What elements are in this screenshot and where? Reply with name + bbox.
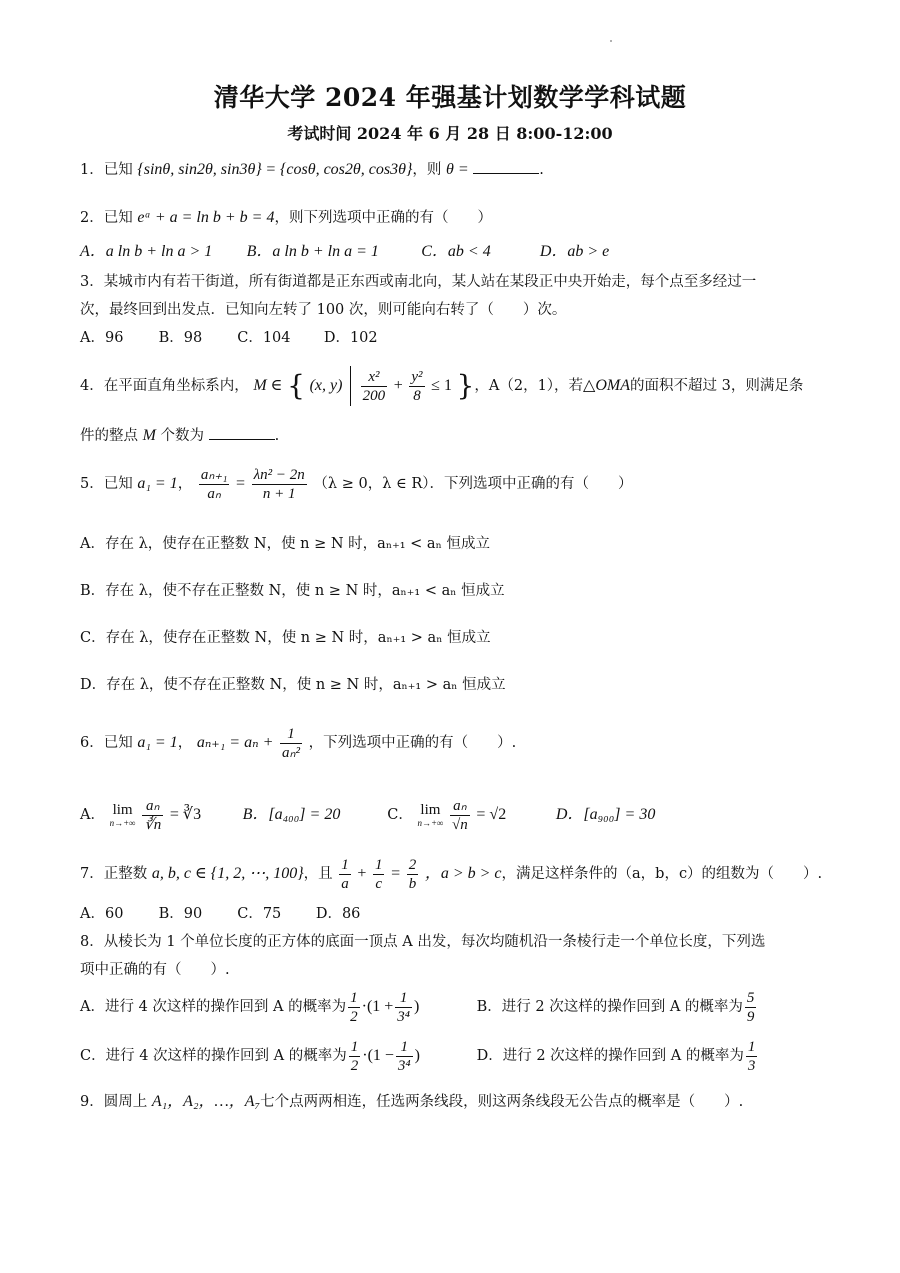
question-5: 5．已知 a₁ = 1， $\frac{\text{aₙ₊₁}}{\text{aₙ}}$ = $\frac{\text{λn² − 2n}}{n + 1}$ （λ ≥ 0，λ ∈ R）．下列选项中正确的有（ ）	[80, 466, 633, 502]
question-7-options	[80, 902, 360, 926]
question-5-option-c: C．存在 λ，使存在正整数 N，使 n ≥ N 时，aₙ₊₁ > aₙ 恒成立	[80, 630, 491, 646]
scan-speck	[610, 40, 612, 42]
option-d: D．[a₉₀₀] = 30	[555, 806, 656, 823]
fraction: $\frac{\text{aₙ₊₁}}{\text{aₙ}}$	[200, 466, 228, 502]
exam-title: 清华大学 2024 年强基计划数学学科试题	[213, 83, 687, 112]
brace-right: }	[456, 369, 475, 402]
option-b: B．[a₄₀₀] = 20	[242, 806, 341, 823]
question-2-options	[80, 240, 609, 264]
question-5-option-d: D．存在 λ，使不存在正整数 N，使 n ≥ N 时，aₙ₊₁ > aₙ 恒成立	[80, 677, 506, 693]
option-a: A．a ln b + ln a > 1	[80, 243, 213, 260]
option-c: C．104	[237, 330, 291, 346]
question-2: 2．已知 eᵃ + a = ln b + b = 4，则下列选项中正确的有（ ）	[80, 209, 492, 226]
question-8-line-1: 8．从棱长为 1 个单位长度的正方体的底面一顶点 A 出发，每次均随机沿一条棱行走一个单位长度，下列选	[80, 934, 766, 950]
brace-left: {	[287, 369, 305, 402]
option-b: B．进行 2 次这样的操作回到 A 的概率为 $\frac{5}{9}$	[476, 989, 755, 1025]
question-8-line-2: 项中正确的有（ ）.	[80, 962, 230, 978]
fraction: $\frac{\text{λn² − 2n}}{n + 1}$	[253, 466, 305, 502]
question-6-options	[80, 792, 655, 838]
exam-time: 考试时间 2024 年 6 月 28 日 8:00-12:00	[287, 124, 613, 143]
option-b: B．98	[158, 330, 203, 346]
option-d: D．102	[323, 330, 378, 346]
option-b: B．a ln b + ln a = 1	[246, 243, 379, 260]
question-5-option-b: B．存在 λ，使不存在正整数 N，使 n ≥ N 时，aₙ₊₁ < aₙ 恒成立	[80, 583, 505, 599]
question-5-option-a: A．存在 λ，使存在正整数 N，使 n ≥ N 时，aₙ₊₁ < aₙ 恒成立	[80, 536, 490, 552]
question-7: 7．正整数 a, b, c ∈ {1, 2, ⋯, 100}，且 $\frac{1}{a}$ + $\frac{1}{c}$ = $\frac{2}{b}$ ，a > b > c，满足这样条件的（a，b，c）的组数为（ ）.	[80, 856, 823, 892]
option-c: C．75	[237, 906, 282, 922]
question-6: 6．已知 a₁ = 1， aₙ₊₁ = aₙ + $\frac{1}{\text{aₙ²}}$ ，下列选项中正确的有（ ）.	[80, 725, 517, 761]
question-8-options-row-2	[80, 1034, 759, 1078]
question-1: 1．已知 {sinθ, sin2θ, sin3θ} = {cosθ, cos2θ, cos3θ}，则 θ = .	[80, 161, 544, 178]
option-d: D．86	[315, 906, 361, 922]
fraction: $\frac{\text{x²}}{200}$	[362, 368, 386, 404]
option-c: C． lim n→+∞ $\frac{\text{aₙ}}{√n}$ = √2	[387, 797, 507, 833]
question-3-line-2: 次，最终回到出发点．已知向左转了 100 次，则可能向右转了（ ）次。	[80, 302, 567, 318]
option-a: A． lim n→+∞ $\frac{\text{aₙ}}{∛n}$ = ∛3	[80, 797, 202, 833]
fraction: $\frac{\text{y²}}{8}$	[411, 368, 423, 404]
question-8-options-row-1	[80, 985, 758, 1029]
option-a: A．60	[80, 906, 124, 922]
option-c: C．ab < 4	[421, 243, 491, 260]
set-divider	[350, 366, 351, 406]
option-d: D．ab > e	[539, 243, 610, 260]
option-c: C．进行 4 次这样的操作回到 A 的概率为 $\frac{1}{2}$ ·(1 − $\frac{1}{\text{3⁴}}$ )	[80, 1038, 420, 1074]
option-d: D．进行 2 次这样的操作回到 A 的概率为 $\frac{1}{3}$	[476, 1038, 756, 1074]
option-a: A．进行 4 次这样的操作回到 A 的概率为 $\frac{1}{2}$ ·(1 + $\frac{1}{\text{3⁴}}$ )	[80, 989, 420, 1025]
answer-blank	[473, 159, 539, 174]
question-3-line-1: 3．某城市内有若干街道，所有街道都是正东西或南北向，某人站在某段正中央开始走，每个点至多经过一	[80, 274, 757, 290]
fraction: $\frac{1}{\text{aₙ²}}$	[282, 725, 300, 761]
question-9: 9．圆周上 A₁，A₂，…，A₇七个点两两相连，任选两条线段，则这两条线段无公告点的概率是（ ）.	[80, 1093, 744, 1110]
option-b: B．90	[158, 906, 203, 922]
question-4-line-2: 件的整点 M 个数为 .	[80, 427, 280, 444]
question-4-line-1: 4．在平面直角坐标系内， M ∈ { (x, y) $\frac{\text{x²}}{200}$ + $\frac{\text{y²}}{8}$ ≤ 1 }，A（2，1），若△OMA的面积不超过 3，则满足条	[80, 362, 822, 410]
option-a: A．96	[80, 330, 124, 346]
answer-blank	[209, 425, 275, 440]
question-3-options	[80, 326, 378, 350]
